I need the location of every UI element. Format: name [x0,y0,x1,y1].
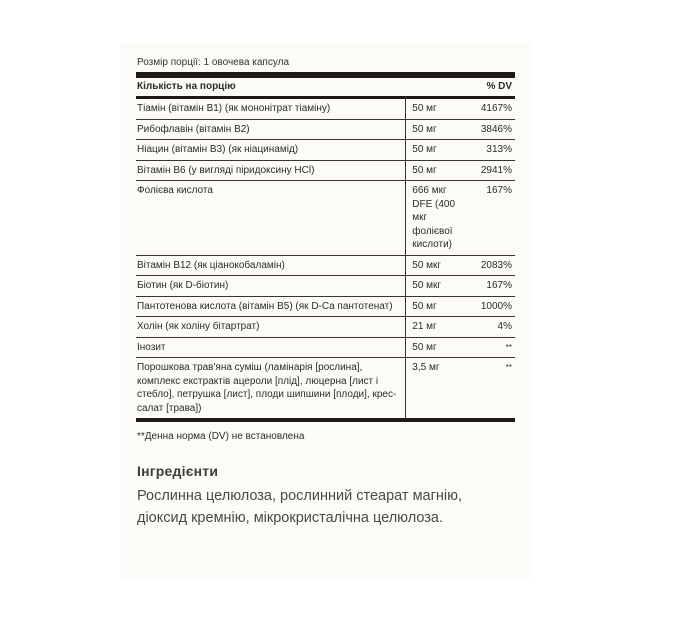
table-row [136,161,515,182]
nutrient-dv: 3846% [480,123,512,135]
nutrient-amount: 50 мг [412,103,437,114]
table-row [136,256,515,277]
nutrient-name: Вітамін В12 (як ціанокобаламін) [137,259,285,271]
nutrient-amount: 50 мг [412,300,437,312]
nutrient-name: Інозит [137,341,166,353]
nutrient-dv: 4% [497,321,512,332]
nutrient-amount: 3,5 мг [412,362,440,373]
table-row [136,120,515,141]
nutrient-dv: 4167% [480,103,512,114]
nutrient-dv: 1000% [480,300,512,312]
table-row [136,338,515,359]
nutrient-dv: 167% [486,280,512,291]
nutrient-amount: 50 мг [412,164,437,176]
serving-size: Розмір порції: 1 овочева капсула [137,57,290,68]
nutrient-name: Біотин (як D-біотин) [137,280,229,291]
dv-label: % DV [486,81,512,92]
dv-footnote: **Денна норма (DV) не встановлена [137,431,305,442]
nutrient-dv: 313% [486,144,512,155]
table-row [136,181,515,256]
nutrient-name: Тіамін (вітамін В1) (як мононітрат тіаміну) [137,103,331,114]
nutrient-dv: 167% [486,185,512,196]
nutrient-dv: ** [505,342,512,352]
nutrient-dv: ** [505,363,512,372]
nutrient-table [136,99,515,418]
nutrient-name: Порошкова трав'яна суміш (ламінарія [рослина], комплекс екстрактів ацероли [плід], люцерна [лист і стебло], петрушка [лист], плоди шипшини [плоди], крес-салат [трава]) [137,362,397,414]
nutrient-name: Рибофлавін (вітамін В2) [137,123,250,135]
ingredients-text: Рослинна целюлоза, рослинний стеарат магнію, діоксид кремнію, мікрокристалічна целюлоза. [137,488,463,526]
nutrient-name: Холін (як холіну бітартрат) [137,321,260,332]
bottom-divider [136,418,515,422]
table-row [136,317,515,338]
nutrient-name: Вітамін В6 (у вигляді піридоксину HCl) [137,164,315,176]
table-header [136,78,515,96]
nutrient-dv: 2083% [480,259,512,271]
table-row [136,140,515,161]
nutrient-name: Ніацин (вітамін В3) (як ніацинамід) [137,144,299,155]
nutrient-amount: 50 мг [412,123,437,135]
nutrient-amount: 666 мкг DFE (400 мкг фолієвої кислоти) [412,185,456,250]
nutrient-name: Пантотенова кислота (вітамін В5) (як D-Ca пантотенат) [137,300,393,312]
supplement-facts-content [136,56,515,529]
nutrient-name: Фолієва кислота [137,185,213,196]
supplement-facts-panel [121,42,533,578]
nutrient-amount: 21 мг [412,321,437,332]
table-row [136,276,515,297]
table-row [136,297,515,318]
amount-per-serving-label: Кількість на порцію [137,81,236,92]
nutrient-amount: 50 мкг [412,280,442,291]
nutrient-amount: 50 мг [412,144,437,155]
nutrient-amount: 50 мкг [412,259,442,271]
table-row [136,99,515,120]
nutrient-amount: 50 мг [412,341,437,353]
nutrient-dv: 2941% [480,164,512,176]
ingredients-title: Інгредієнти [137,463,219,479]
table-row [136,358,515,418]
